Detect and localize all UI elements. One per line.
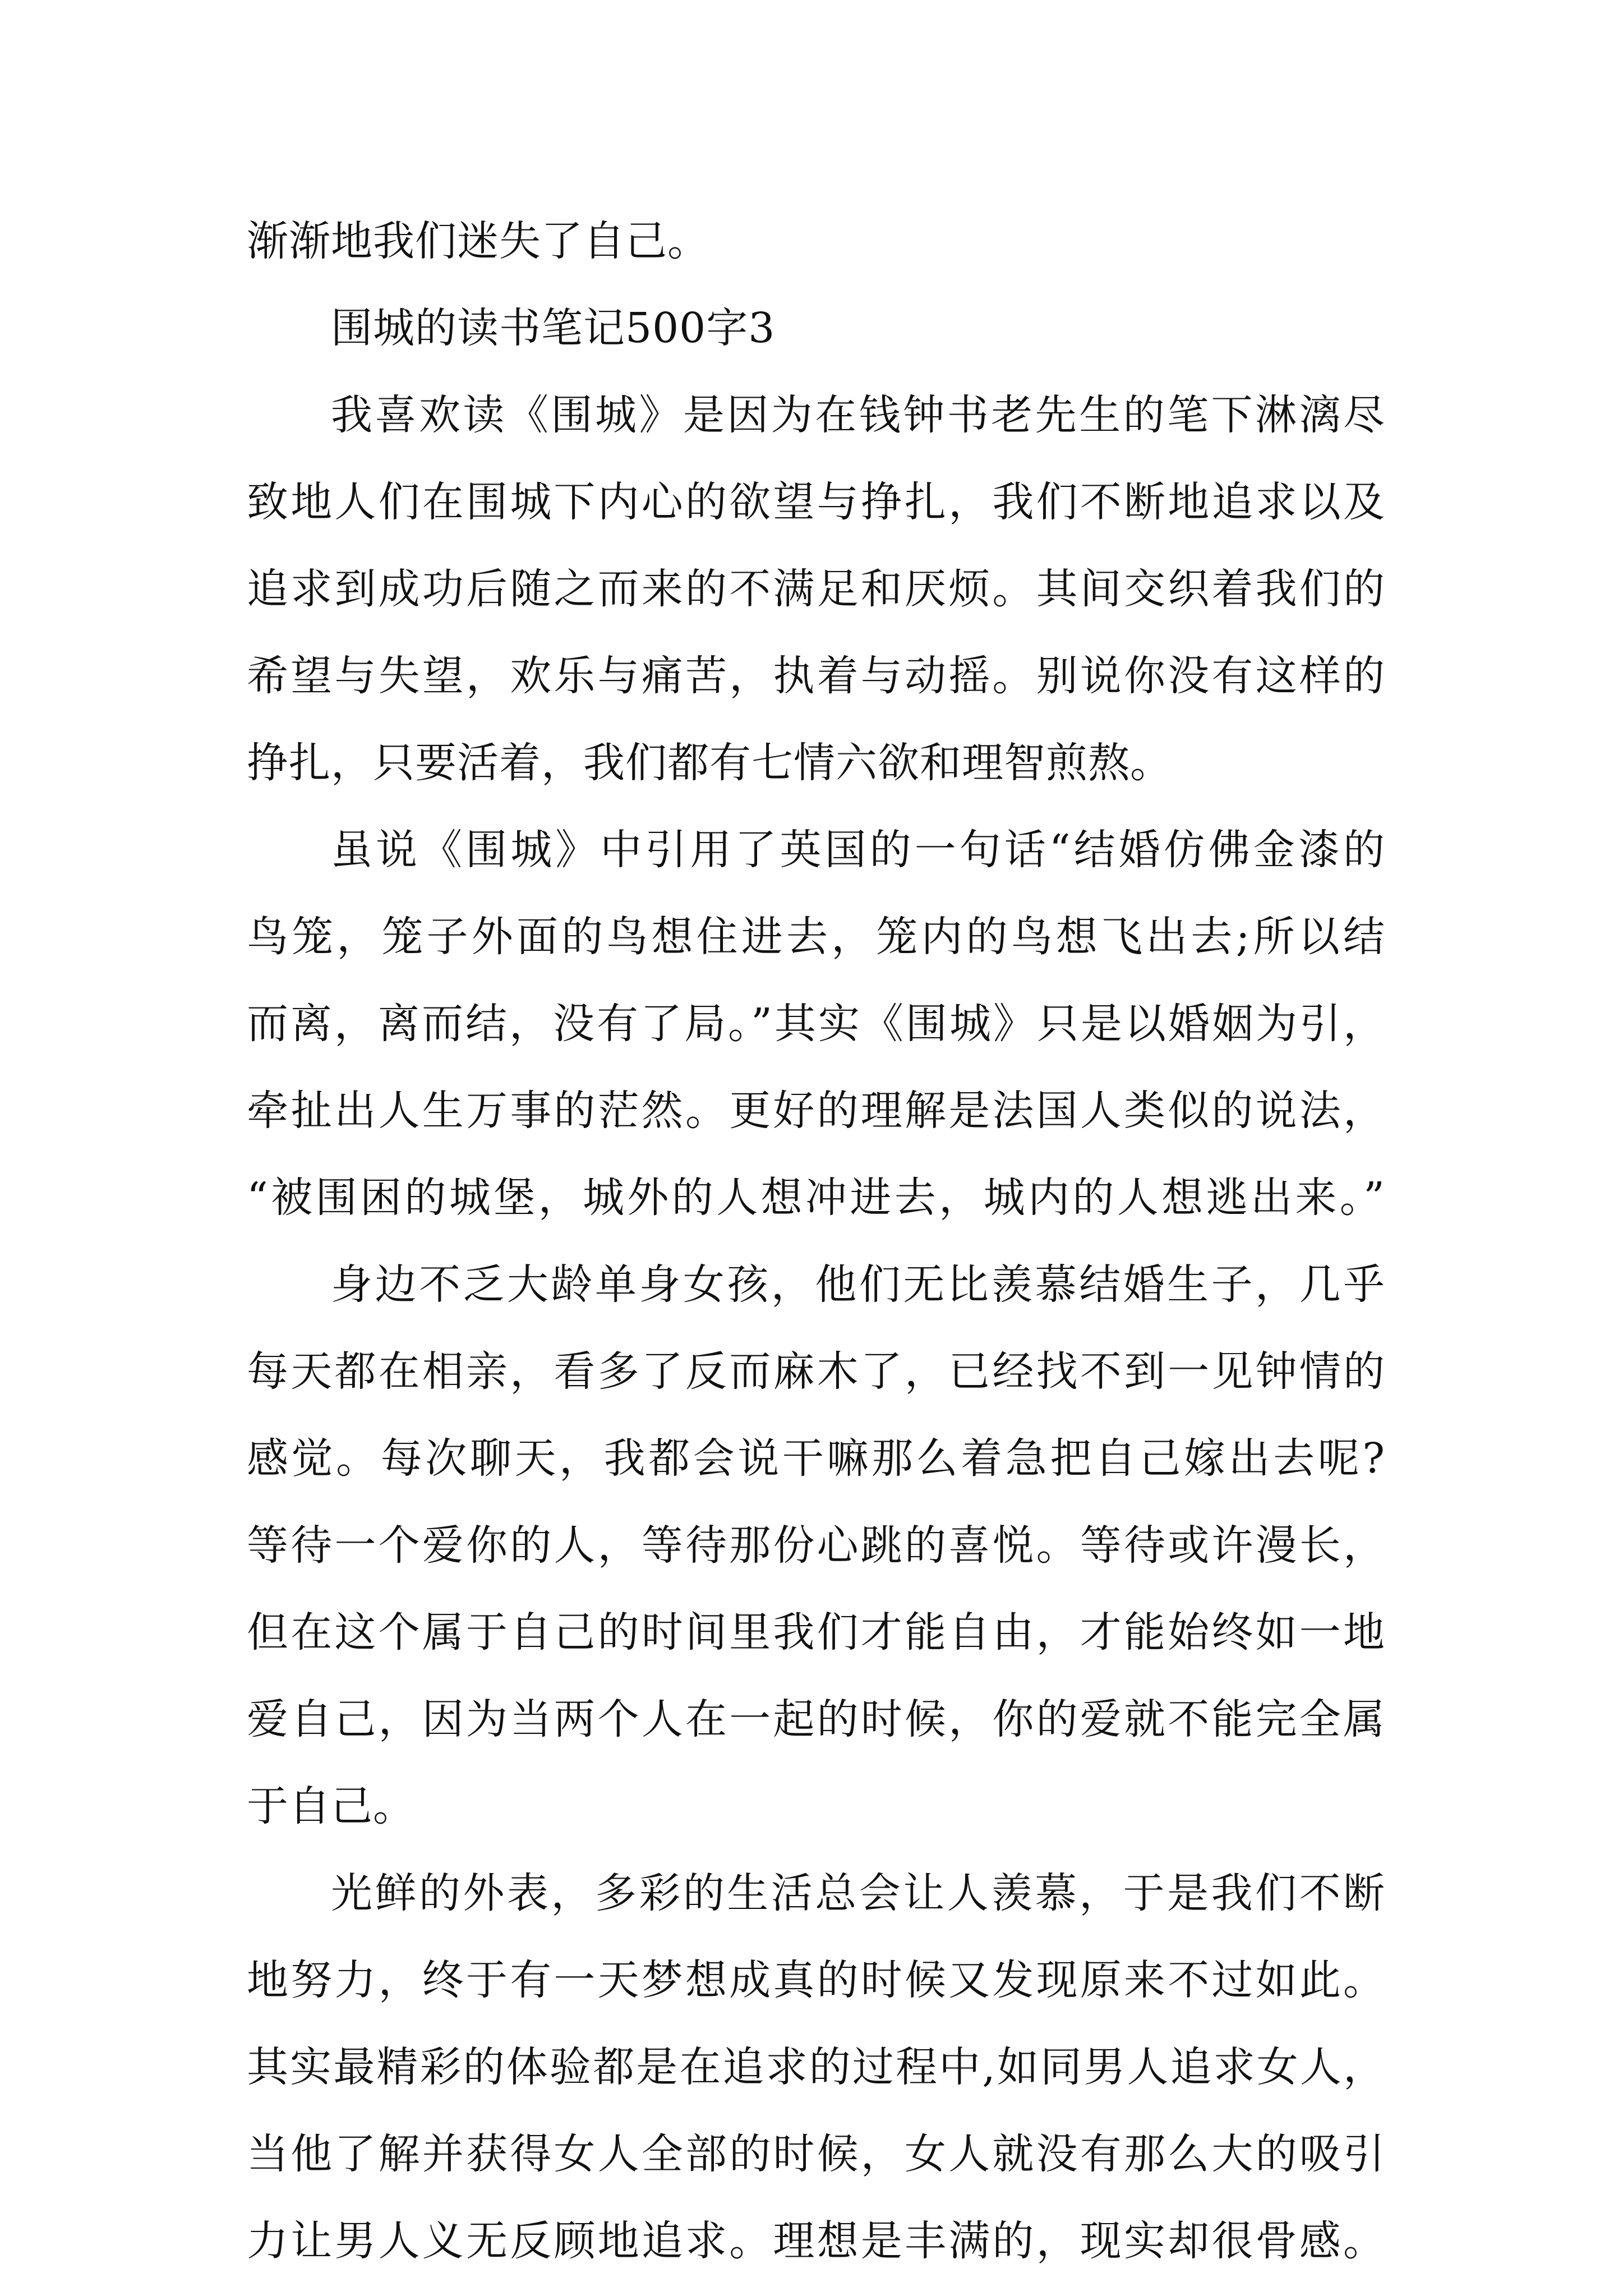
text-line: 牵扯出人生万事的茫然。更好的理解是法国人类似的说法，	[247, 1087, 1385, 1135]
text-line: 身边不乏大龄单身女孩，他们无比羡慕结婚生子，几乎	[331, 1260, 1385, 1309]
text-line: 每天都在相亲，看多了反而麻木了，已经找不到一见钟情的	[247, 1347, 1385, 1396]
text-line: 感觉。每次聊天，我都会说干嘛那么着急把自己嫁出去呢?	[247, 1434, 1385, 1483]
text-line: 但在这个属于自己的时间里我们才能自由，才能始终如一地	[247, 1608, 1385, 1657]
text-line: 挣扎，只要活着，我们都有七情六欲和理智煎熬。	[247, 739, 1172, 787]
text-line: 致地人们在围城下内心的欲望与挣扎，我们不断地追求以及	[247, 478, 1385, 526]
text-line: 于自己。	[247, 1782, 415, 1830]
text-line: 而离，离而结，没有了局。”其实《围城》只是以婚姻为引，	[247, 1000, 1385, 1048]
section-heading: 围城的读书笔记500字3	[331, 304, 776, 352]
text-line: 当他了解并获得女人全部的时候，女人就没有那么大的吸引	[247, 2130, 1385, 2178]
text-line: 其实最精彩的体验都是在追求的过程中,如同男人追求女人，	[247, 2043, 1385, 2091]
text-line: 光鲜的外表，多彩的生活总会让人羡慕，于是我们不断	[331, 1869, 1385, 1917]
text-line: 力让男人义无反顾地追求。理想是丰满的，现实却很骨感。	[247, 2217, 1385, 2265]
text-line: 希望与失望，欢乐与痛苦，执着与动摇。别说你没有这样的	[247, 652, 1385, 700]
text-line: 鸟笼，笼子外面的鸟想住进去，笼内的鸟想飞出去;所以结	[247, 913, 1385, 961]
text-line: 地努力，终于有一天梦想成真的时候又发现原来不过如此。	[247, 1956, 1385, 2004]
text-line: 渐渐地我们迷失了自己。	[247, 217, 709, 265]
text-line: 追求到成功后随之而来的不满足和厌烦。其间交织着我们的	[247, 565, 1385, 613]
text-line: 虽说《围城》中引用了英国的一句话“结婚仿佛金漆的	[331, 826, 1385, 874]
text-line: 等待一个爱你的人，等待那份心跳的喜悦。等待或许漫长，	[247, 1521, 1385, 1570]
text-line: 我喜欢读《围城》是因为在钱钟书老先生的笔下淋漓尽	[331, 391, 1385, 439]
text-line: “被围困的城堡，城外的人想冲进去，城内的人想逃出来。”	[247, 1174, 1385, 1222]
text-line: 爱自己，因为当两个人在一起的时候，你的爱就不能完全属	[247, 1695, 1385, 1743]
